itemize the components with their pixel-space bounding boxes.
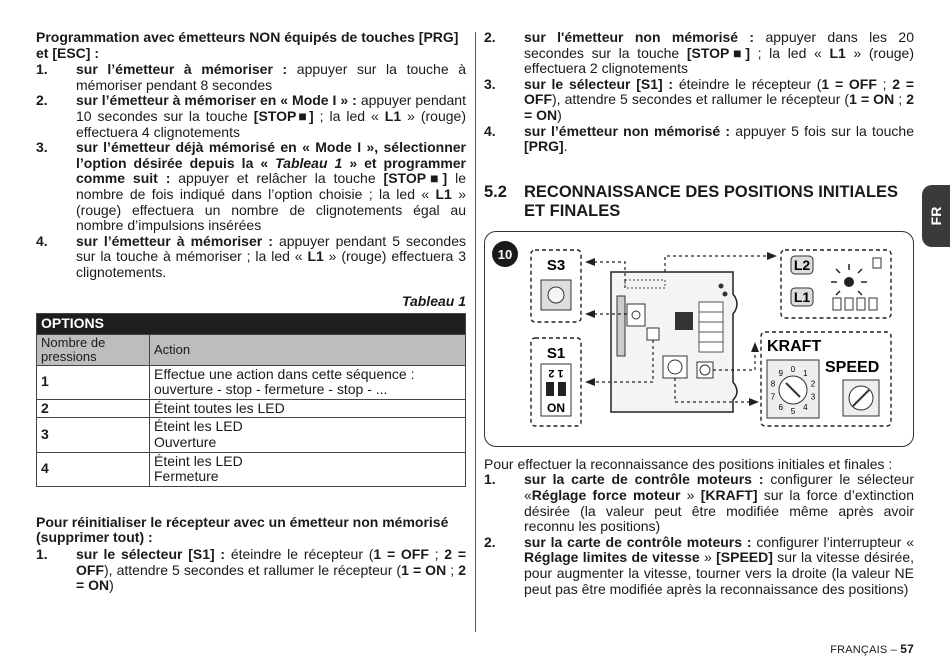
column-header-action: Action (150, 334, 466, 365)
board-illustration (485, 232, 913, 446)
column-divider (475, 32, 476, 632)
reset-step-4: 4. sur l’émetteur non mémorisé : appuyer 5 fois sur la touche [PRG]. (484, 122, 914, 155)
board-relay-block (699, 302, 723, 352)
recognition-intro: Pour effectuer la reconnaissance des positions initiales et finales : (484, 455, 893, 472)
programming-step-3: 3. sur l’émetteur déjà mémorisé en « Mode I », sélectionner l’option désirée depuis la « Tableau 1 » et programmer comme suit : appuyer et relâcher la touche [STOP■] le nombre de fois indiqué dans l’option choisie ; la led « L1 » (rouge) effectuera un nombre de clignotements égal au nombre d’impulsions insérées (36, 139, 467, 234)
board-s3-button (627, 304, 645, 326)
programming-heading: Programmation avec émetteurs NON équipés de touches [PRG] et [ESC] : (36, 29, 459, 61)
table-caption: Tableau 1 (401, 292, 466, 309)
dial-digit: 2 (810, 379, 816, 389)
page-footer (830, 642, 914, 656)
dial-digit: 8 (770, 379, 776, 389)
arrow-icon (751, 342, 759, 352)
s3-label: S3 (546, 256, 566, 274)
page-number: 57 (900, 642, 914, 656)
arrow-icon (749, 398, 759, 406)
reset-step-2: 2. sur l'émetteur non mémorisé : appuyer dans les 20 secondes sur la touche [STOP■] ; la led « L1 » (rouge) effectuera 2 clignotements (484, 29, 915, 77)
programming-step-2: 2. sur l’émetteur à mémoriser en « Mode I » : appuyer pendant 10 secondes sur la touche [STOP■] ; la led « L1 » (rouge) effectuera 4 clignotements (36, 92, 466, 140)
language-tab: FR (922, 185, 950, 247)
board-s1-switch (647, 328, 659, 340)
programming-step-4: 4. sur l’émetteur à mémoriser : appuyer pendant 5 secondes sur la touche à mémoriser ; la led « L1 » (rouge) effectuera 3 clignotements. (36, 232, 466, 280)
reset-steps (36, 547, 466, 594)
dial-digit: 3 (810, 392, 816, 402)
reset-steps-continued (484, 30, 914, 155)
dial-digit: 0 (790, 364, 796, 374)
arrow-icon (585, 378, 595, 386)
recognition-step-1: 1. sur la carte de contrôle moteurs : configurer le sélecteur «Réglage force moteur » [KRAFT] sur la force d’extinction désirée (la valeur peut être modifiée même après avoir reconnu les positions) (484, 471, 914, 535)
recognition-step-2: 2. sur la carte de contrôle moteurs : configurer l’interrupteur « Réglage limites de vitesse » [SPEED] sur la vitesse désirée, pour augmenter la vitesse, tourner vers la droite (la valeur NE peut pas être modifiée après la reconnaissance des positions) (484, 533, 914, 597)
led-component-icon (873, 258, 881, 268)
arrow-icon (767, 252, 777, 260)
arrow-icon (585, 258, 595, 266)
table-row: 2 Éteint toutes les LED (37, 399, 466, 418)
l1-label: L1 (793, 288, 811, 305)
programming-steps (36, 62, 466, 280)
s1-dip-2 (558, 382, 566, 396)
figure-badge: 10 (497, 246, 513, 262)
reset-step-1: 1. sur le sélecteur [S1] : éteindre le récepteur (1 = OFF ; 2 = OFF), attendre 5 secondes et rallumer le récepteur (1 = ON ; 2 = ON) (36, 546, 466, 594)
s1-dip-1 (546, 382, 554, 396)
board-chip (675, 312, 693, 330)
dial-digit: 6 (778, 402, 783, 412)
speed-label: SPEED (825, 358, 880, 376)
s1-label: S1 (546, 344, 566, 362)
board-terminal-strip (617, 296, 625, 356)
dial-digit: 5 (790, 406, 796, 416)
reset-heading: Pour réinitialiser le récepteur avec un émetteur non mémorisé (supprimer tout) : (36, 513, 449, 546)
dial-digit: 9 (778, 368, 783, 378)
right-column (484, 30, 914, 597)
dial-digit: 4 (803, 402, 808, 412)
programming-step-1: 1. sur l’émetteur à mémoriser : appuyer sur la touche à mémoriser pendant 8 secondes (36, 61, 466, 93)
leader-line (665, 256, 767, 272)
arrow-icon (585, 310, 595, 318)
board-led-l1 (723, 291, 728, 296)
led-pins-icon (833, 298, 877, 310)
board-speed-trimmer (697, 362, 713, 378)
options-table (36, 313, 466, 487)
s3-button-icon (548, 287, 564, 303)
section-title: 5.2 RECONNAISSANCE DES POSITIONS INITIALES ET FINALES (484, 182, 899, 220)
board-kraft-dial (663, 356, 687, 378)
footer-language: FRANÇAIS – (830, 644, 901, 656)
reset-step-3: 3. sur le sélecteur [S1] : éteindre le récepteur (1 = OFF ; 2 = OFF), attendre 5 secondes et rallumer le récepteur (1 = ON ; 2 = ON) (484, 75, 914, 123)
dial-digit: 1 (803, 368, 808, 378)
table-row: 4 Éteint les LED Fermeture (37, 452, 466, 486)
table-row: 3 Éteint les LED Ouverture (37, 418, 466, 452)
led-blinking-icon (844, 277, 854, 287)
figure-10 (484, 231, 914, 447)
s1-on-label: ON (547, 400, 565, 415)
column-header-presses: Nombre de pressions (37, 334, 150, 365)
recognition-steps (484, 472, 914, 597)
kraft-label: KRAFT (767, 337, 822, 355)
table-row: 1 Effectue une action dans cette séquence : ouverture - stop - fermeture - stop - ... (37, 365, 466, 399)
l2-label: L2 (793, 256, 811, 273)
s1-numbers: 1 2 (548, 366, 564, 379)
board-led-l2 (719, 283, 724, 288)
dial-digit: 7 (770, 392, 776, 402)
options-table-title: OPTIONS (37, 314, 466, 335)
left-column (36, 30, 466, 594)
